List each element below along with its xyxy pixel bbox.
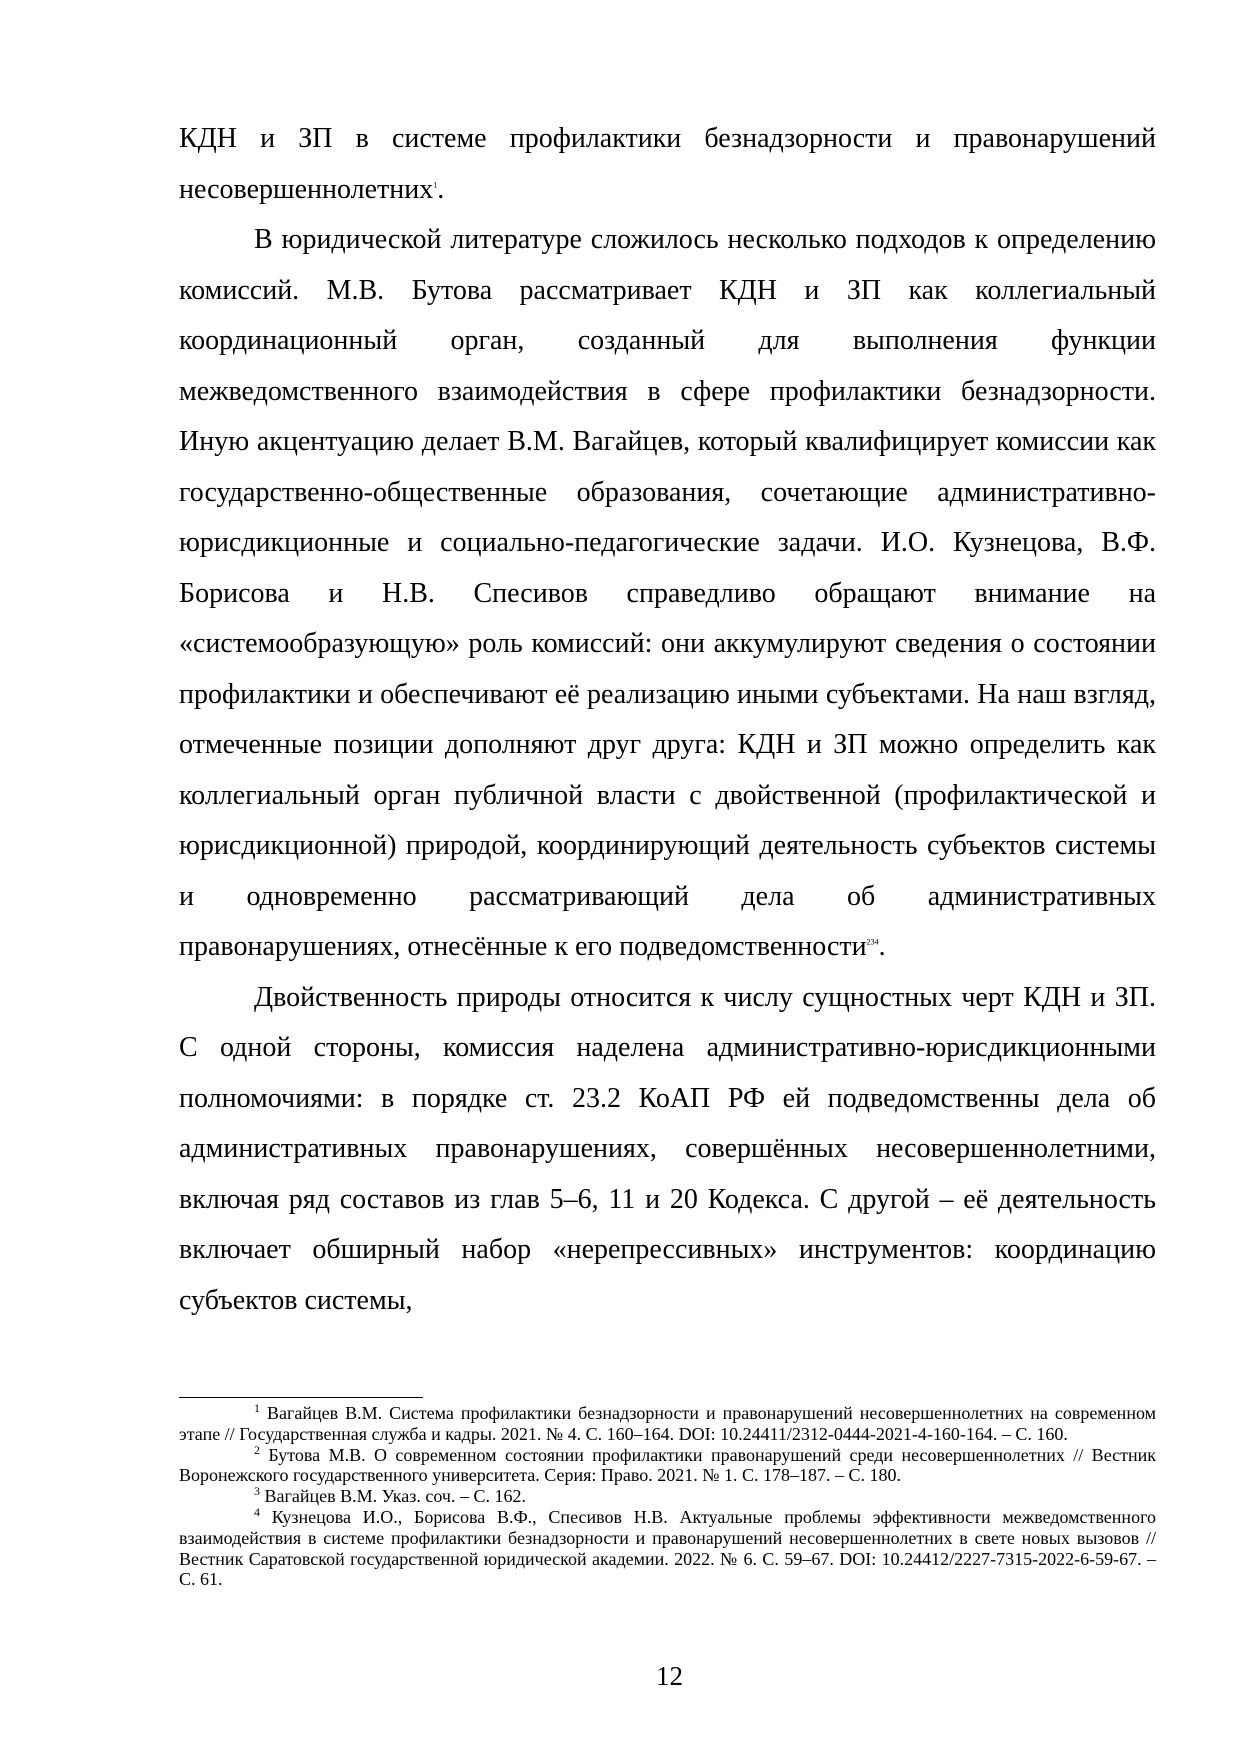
footnote-mark: 1 — [254, 1401, 260, 1415]
footnotes — [179, 1403, 1156, 1590]
paragraph-end: . — [878, 931, 886, 962]
paragraph-end: . — [437, 173, 445, 205]
footnote-separator — [179, 1397, 423, 1398]
page-number: 12 — [656, 1661, 683, 1691]
footnote-text: Бутова М.В. О современном состоянии профилактики правонарушений среди несовершеннолетних // Вестник Воронежского государственного университета. Серия: Право. 2021. № 1. С. 178–187. – С. 180. — [179, 1444, 1156, 1486]
footnote-reference: 234 — [866, 937, 879, 947]
footnote-text: Кузнецова И.О., Борисова В.Ф., Спесивов Н.В. Актуальные проблемы эффективности межведомственного взаимодействия в системе профилактики безнадзорности и правонарушений несовершеннолетних в свете новых вызовов // Вестник Саратовской государственной юридической академии. 2022. № 6. С. 59–67. DOI: 10.24412/2227-7315-2022-6-59-67. – С. 61. — [179, 1506, 1156, 1590]
paragraph-2 — [179, 215, 1156, 973]
footnote-text: Вагайцев В.М. Указ. соч. – С. 162. — [260, 1486, 526, 1507]
paragraph-text: КДН и ЗП в системе профилактики безнадзорности и правонарушений несовершеннолетних — [179, 123, 1156, 205]
footnote-mark: 4 — [254, 1504, 260, 1519]
paragraph-3 — [179, 973, 1156, 1327]
paragraph-text: Двойственность природы относится к числу сущностных черт КДН и ЗП. С одной стороны, комиссия наделена административно-юрисдикционными полномочиями: в порядке ст. 23.2 КоАП РФ ей подведомственны дела об административных правонарушениях, совершённых несовершеннолетними, включая ряд составов из глав 5–6, 11 и 20 Кодекса. С другой – её деятельность включает обширный набор «нерепрессивных» инструментов: координацию субъектов системы, — [179, 981, 1156, 1316]
paragraph-text: В юридической литературе сложилось несколько подходов к определению комиссий. М.В. Бутова рассматривает КДН и ЗП как коллегиальный координационный орган, созданный для выполнения функции межведомственного взаимодействия в сфере профилактики безнадзорности. Иную акцентуацию делает В.М. Вагайцев, который квалифицирует комиссии как государственно-общественные образования, сочетающие административно-юрисдикционные и социально-педагогические задачи. И.О. Кузнецова, В.Ф. Борисова и Н.В. Спесивов справедливо обращают внимание на «системообразующую» роль комиссий: они аккумулируют сведения о состоянии профилактики и обеспечивают её реализацию иными субъектами. На наш взгляд, отмеченные позиции дополняют друг друга: КДН и ЗП можно определить как коллегиальный орган публичной власти с двойственной (профилактической и юрисдикционной) природой, координирующий деятельность субъектов системы и одновременно рассматривающий дела об административных правонарушениях, отнесённые к его подведомственности — [179, 224, 1156, 962]
footnote-mark: 3 — [254, 1484, 260, 1499]
footnote-text: Вагайцев В.М. Система профилактики безнадзорности и правонарушений несовершеннолетних на современном этапе // Государственная служба и кадры. 2021. № 4. С. 160–164. DOI: 10.24411/2312-0444-2021-4-160-164. – С. 160. — [179, 1403, 1156, 1444]
footnote-4 — [179, 1504, 1156, 1590]
footnote-reference: 1 — [433, 180, 438, 190]
footnote-3 — [179, 1486, 1156, 1507]
paragraph-1 — [179, 114, 1156, 215]
footnote-2 — [179, 1442, 1156, 1487]
footnote-1 — [179, 1403, 1156, 1445]
body-text — [179, 114, 1156, 1326]
footnote-mark: 2 — [254, 1442, 260, 1457]
